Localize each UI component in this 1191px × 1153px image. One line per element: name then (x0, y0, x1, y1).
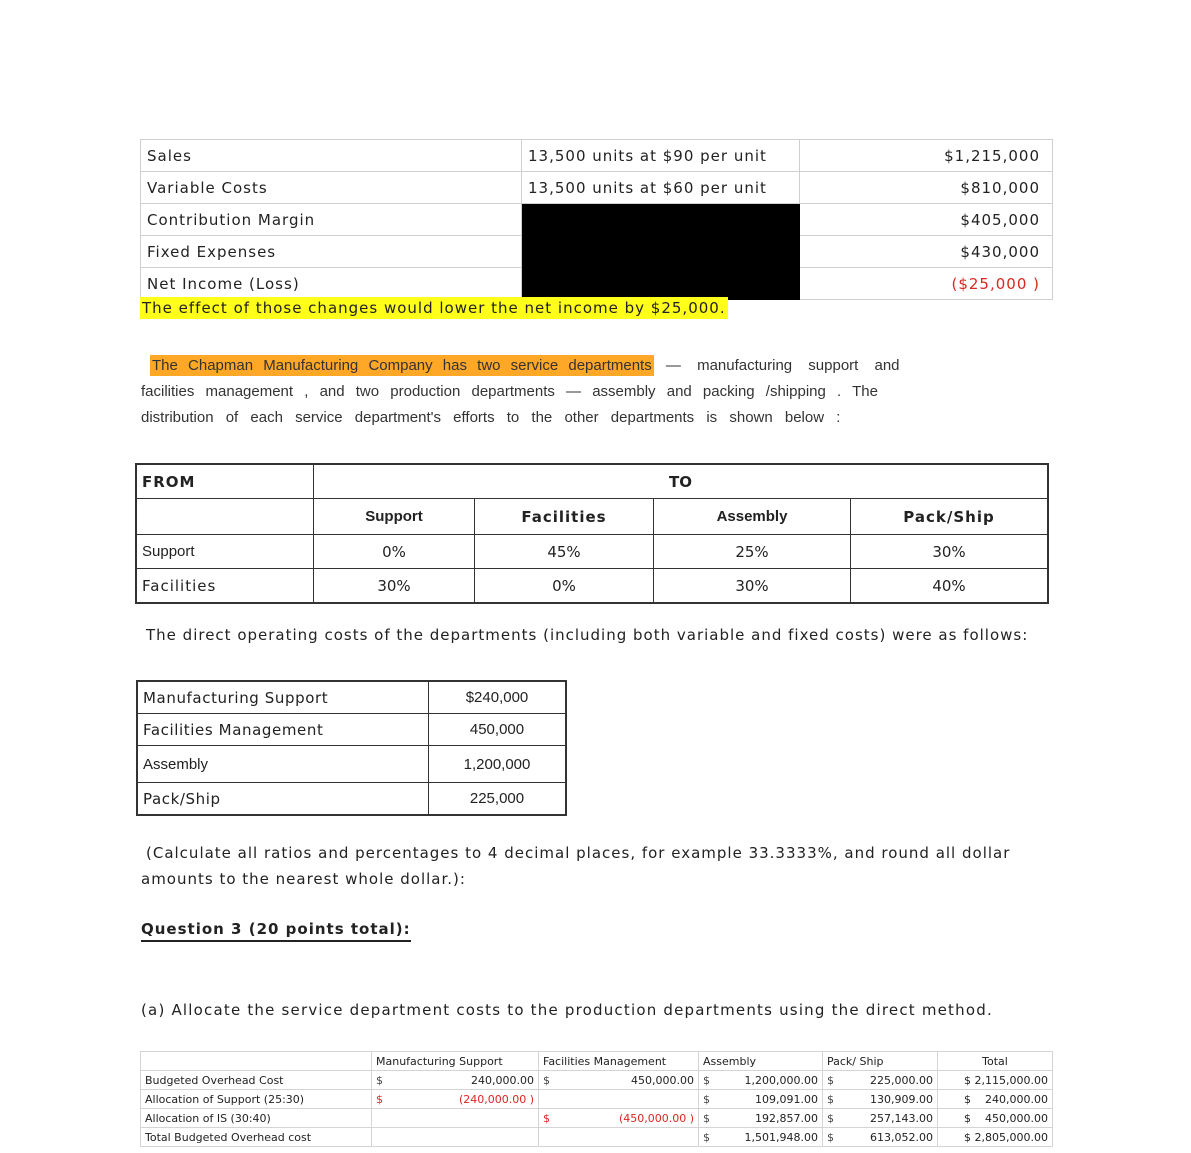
table-row (141, 1090, 1053, 1109)
row-label: Sales (141, 140, 522, 172)
table-row (137, 783, 566, 816)
table-cell: 30% (851, 535, 1049, 569)
instructions-line-1: (Calculate all ratios and percentages to 4 decimal places, for example 33.3333%, and round all dollar (146, 844, 1011, 862)
column-header: Total (938, 1052, 1053, 1071)
row-label: Allocation of Support (25:30) (141, 1090, 372, 1109)
table-row (141, 1128, 1053, 1147)
highlighted-intro: The Chapman Manufacturing Company has two service departments (152, 357, 652, 374)
table-cell: 0% (475, 569, 654, 604)
instructions-line-2: amounts to the nearest whole dollar.): (141, 870, 466, 888)
income-statement-table (140, 139, 1053, 300)
column-header: Manufacturing Support (372, 1052, 539, 1071)
table-cell: 257,143.00 (839, 1109, 938, 1128)
table-cell: 225,000.00 (839, 1071, 938, 1090)
cost-label: Manufacturing Support (137, 681, 429, 714)
column-header: Facilities (475, 499, 654, 535)
part-a-prompt: (a) Allocate the service department costs to the production departments using the direct method. (141, 1001, 993, 1019)
row-label: Contribution Margin (141, 204, 522, 236)
column-header: Support (314, 499, 475, 535)
dollar-sign: $ (699, 1071, 716, 1090)
table-cell: 40% (851, 569, 1049, 604)
highlighted-note: The effect of those changes would lower the net income by $25,000. (142, 299, 726, 317)
dollar-sign: $ (823, 1090, 840, 1109)
direct-costs-text: The direct operating costs of the departments (including both variable and fixed costs) were as follows: (146, 626, 1029, 644)
table-cell: 109,091.00 (715, 1090, 823, 1109)
dollar-sign: $ (372, 1090, 389, 1109)
intro-line-1-rest: — manufacturing support and (665, 357, 900, 374)
table-row (136, 499, 1048, 535)
row-description: 13,500 units at $90 per unit (522, 140, 800, 172)
table-row (137, 714, 566, 746)
table-cell: $ 240,000.00 (938, 1090, 1053, 1109)
redacted-cell (522, 268, 800, 300)
table-row (137, 746, 566, 783)
dollar-sign: $ (823, 1071, 840, 1090)
table-cell (555, 1090, 699, 1109)
table-row (141, 204, 1053, 236)
row-amount: $810,000 (800, 172, 1053, 204)
table-cell: 1,501,948.00 (715, 1128, 823, 1147)
table-row (136, 569, 1048, 604)
row-amount: $405,000 (800, 204, 1053, 236)
question-title: Question 3 (20 points total): (141, 920, 411, 942)
redacted-cell (522, 236, 800, 268)
intro-line-3: distribution of each service department's efforts to the other departments is shown below : (141, 409, 841, 426)
table-row (136, 464, 1048, 499)
dollar-sign: $ (699, 1128, 716, 1147)
cost-value: 1,200,000 (429, 746, 567, 783)
table-row (141, 1052, 1053, 1071)
table-cell: 450,000.00 (555, 1071, 699, 1090)
column-header: Facilities Management (539, 1052, 699, 1071)
dollar-sign (539, 1090, 556, 1109)
row-label: Support (136, 535, 314, 569)
empty-header-cell (141, 1052, 372, 1071)
table-cell: 240,000.00 (388, 1071, 539, 1090)
net-loss-amount: ($25,000 ) (800, 268, 1053, 300)
dollar-sign (372, 1128, 389, 1147)
dollar-sign: $ (539, 1109, 556, 1128)
dollar-sign: $ (539, 1071, 556, 1090)
cost-label: Pack/Ship (137, 783, 429, 816)
row-amount: $1,215,000 (800, 140, 1053, 172)
dollar-sign: $ (699, 1090, 716, 1109)
cost-value: 225,000 (429, 783, 567, 816)
table-cell: (450,000.00 ) (555, 1109, 699, 1128)
dollar-sign: $ (823, 1109, 840, 1128)
direct-costs-table (136, 680, 567, 816)
row-label: Fixed Expenses (141, 236, 522, 268)
row-description: 13,500 units at $60 per unit (522, 172, 800, 204)
intro-line-2: facilities management , and two production departments — assembly and packing /shipping . The (141, 383, 878, 400)
dollar-sign: $ (823, 1128, 840, 1147)
table-cell: 25% (654, 535, 851, 569)
table-cell: 30% (314, 569, 475, 604)
table-cell: (240,000.00 ) (388, 1090, 539, 1109)
intro-line-1 (150, 357, 900, 374)
table-row (141, 268, 1053, 300)
table-row (141, 236, 1053, 268)
row-label: Facilities (136, 569, 314, 604)
table-cell: $ 450,000.00 (938, 1109, 1053, 1128)
table-row (141, 172, 1053, 204)
redacted-cell (522, 204, 800, 236)
cost-label: Assembly (137, 746, 429, 783)
distribution-table (135, 463, 1049, 604)
table-row (141, 1109, 1053, 1128)
income-note (140, 299, 728, 317)
column-header: Pack/Ship (851, 499, 1049, 535)
table-cell: 0% (314, 535, 475, 569)
table-cell: 45% (475, 535, 654, 569)
dollar-sign: $ (372, 1071, 389, 1090)
row-amount: $430,000 (800, 236, 1053, 268)
table-row (141, 1071, 1053, 1090)
table-row (137, 681, 566, 714)
dollar-sign (372, 1109, 389, 1128)
table-cell (388, 1109, 539, 1128)
table-cell: 30% (654, 569, 851, 604)
cost-label: Facilities Management (137, 714, 429, 746)
table-cell: 130,909.00 (839, 1090, 938, 1109)
dollar-sign: $ (699, 1109, 716, 1128)
table-cell (555, 1128, 699, 1147)
cost-value: $240,000 (429, 681, 567, 714)
row-label: Allocation of IS (30:40) (141, 1109, 372, 1128)
row-label: Total Budgeted Overhead cost (141, 1128, 372, 1147)
row-label: Net Income (Loss) (141, 268, 522, 300)
table-row (136, 535, 1048, 569)
row-label: Budgeted Overhead Cost (141, 1071, 372, 1090)
table-cell: 1,200,000.00 (715, 1071, 823, 1090)
table-cell: $ 2,115,000.00 (938, 1071, 1053, 1090)
table-row (141, 140, 1053, 172)
column-header: Assembly (654, 499, 851, 535)
table-cell (388, 1128, 539, 1147)
cost-value: 450,000 (429, 714, 567, 746)
column-header: Assembly (699, 1052, 823, 1071)
to-header: TO (314, 464, 1049, 499)
empty-header-cell (136, 499, 314, 535)
allocation-table (140, 1051, 1053, 1147)
dollar-sign (539, 1128, 556, 1147)
from-header: FROM (136, 464, 314, 499)
row-label: Variable Costs (141, 172, 522, 204)
column-header: Pack/ Ship (823, 1052, 938, 1071)
table-cell: 192,857.00 (715, 1109, 823, 1128)
table-cell: 613,052.00 (839, 1128, 938, 1147)
table-cell: $ 2,805,000.00 (938, 1128, 1053, 1147)
